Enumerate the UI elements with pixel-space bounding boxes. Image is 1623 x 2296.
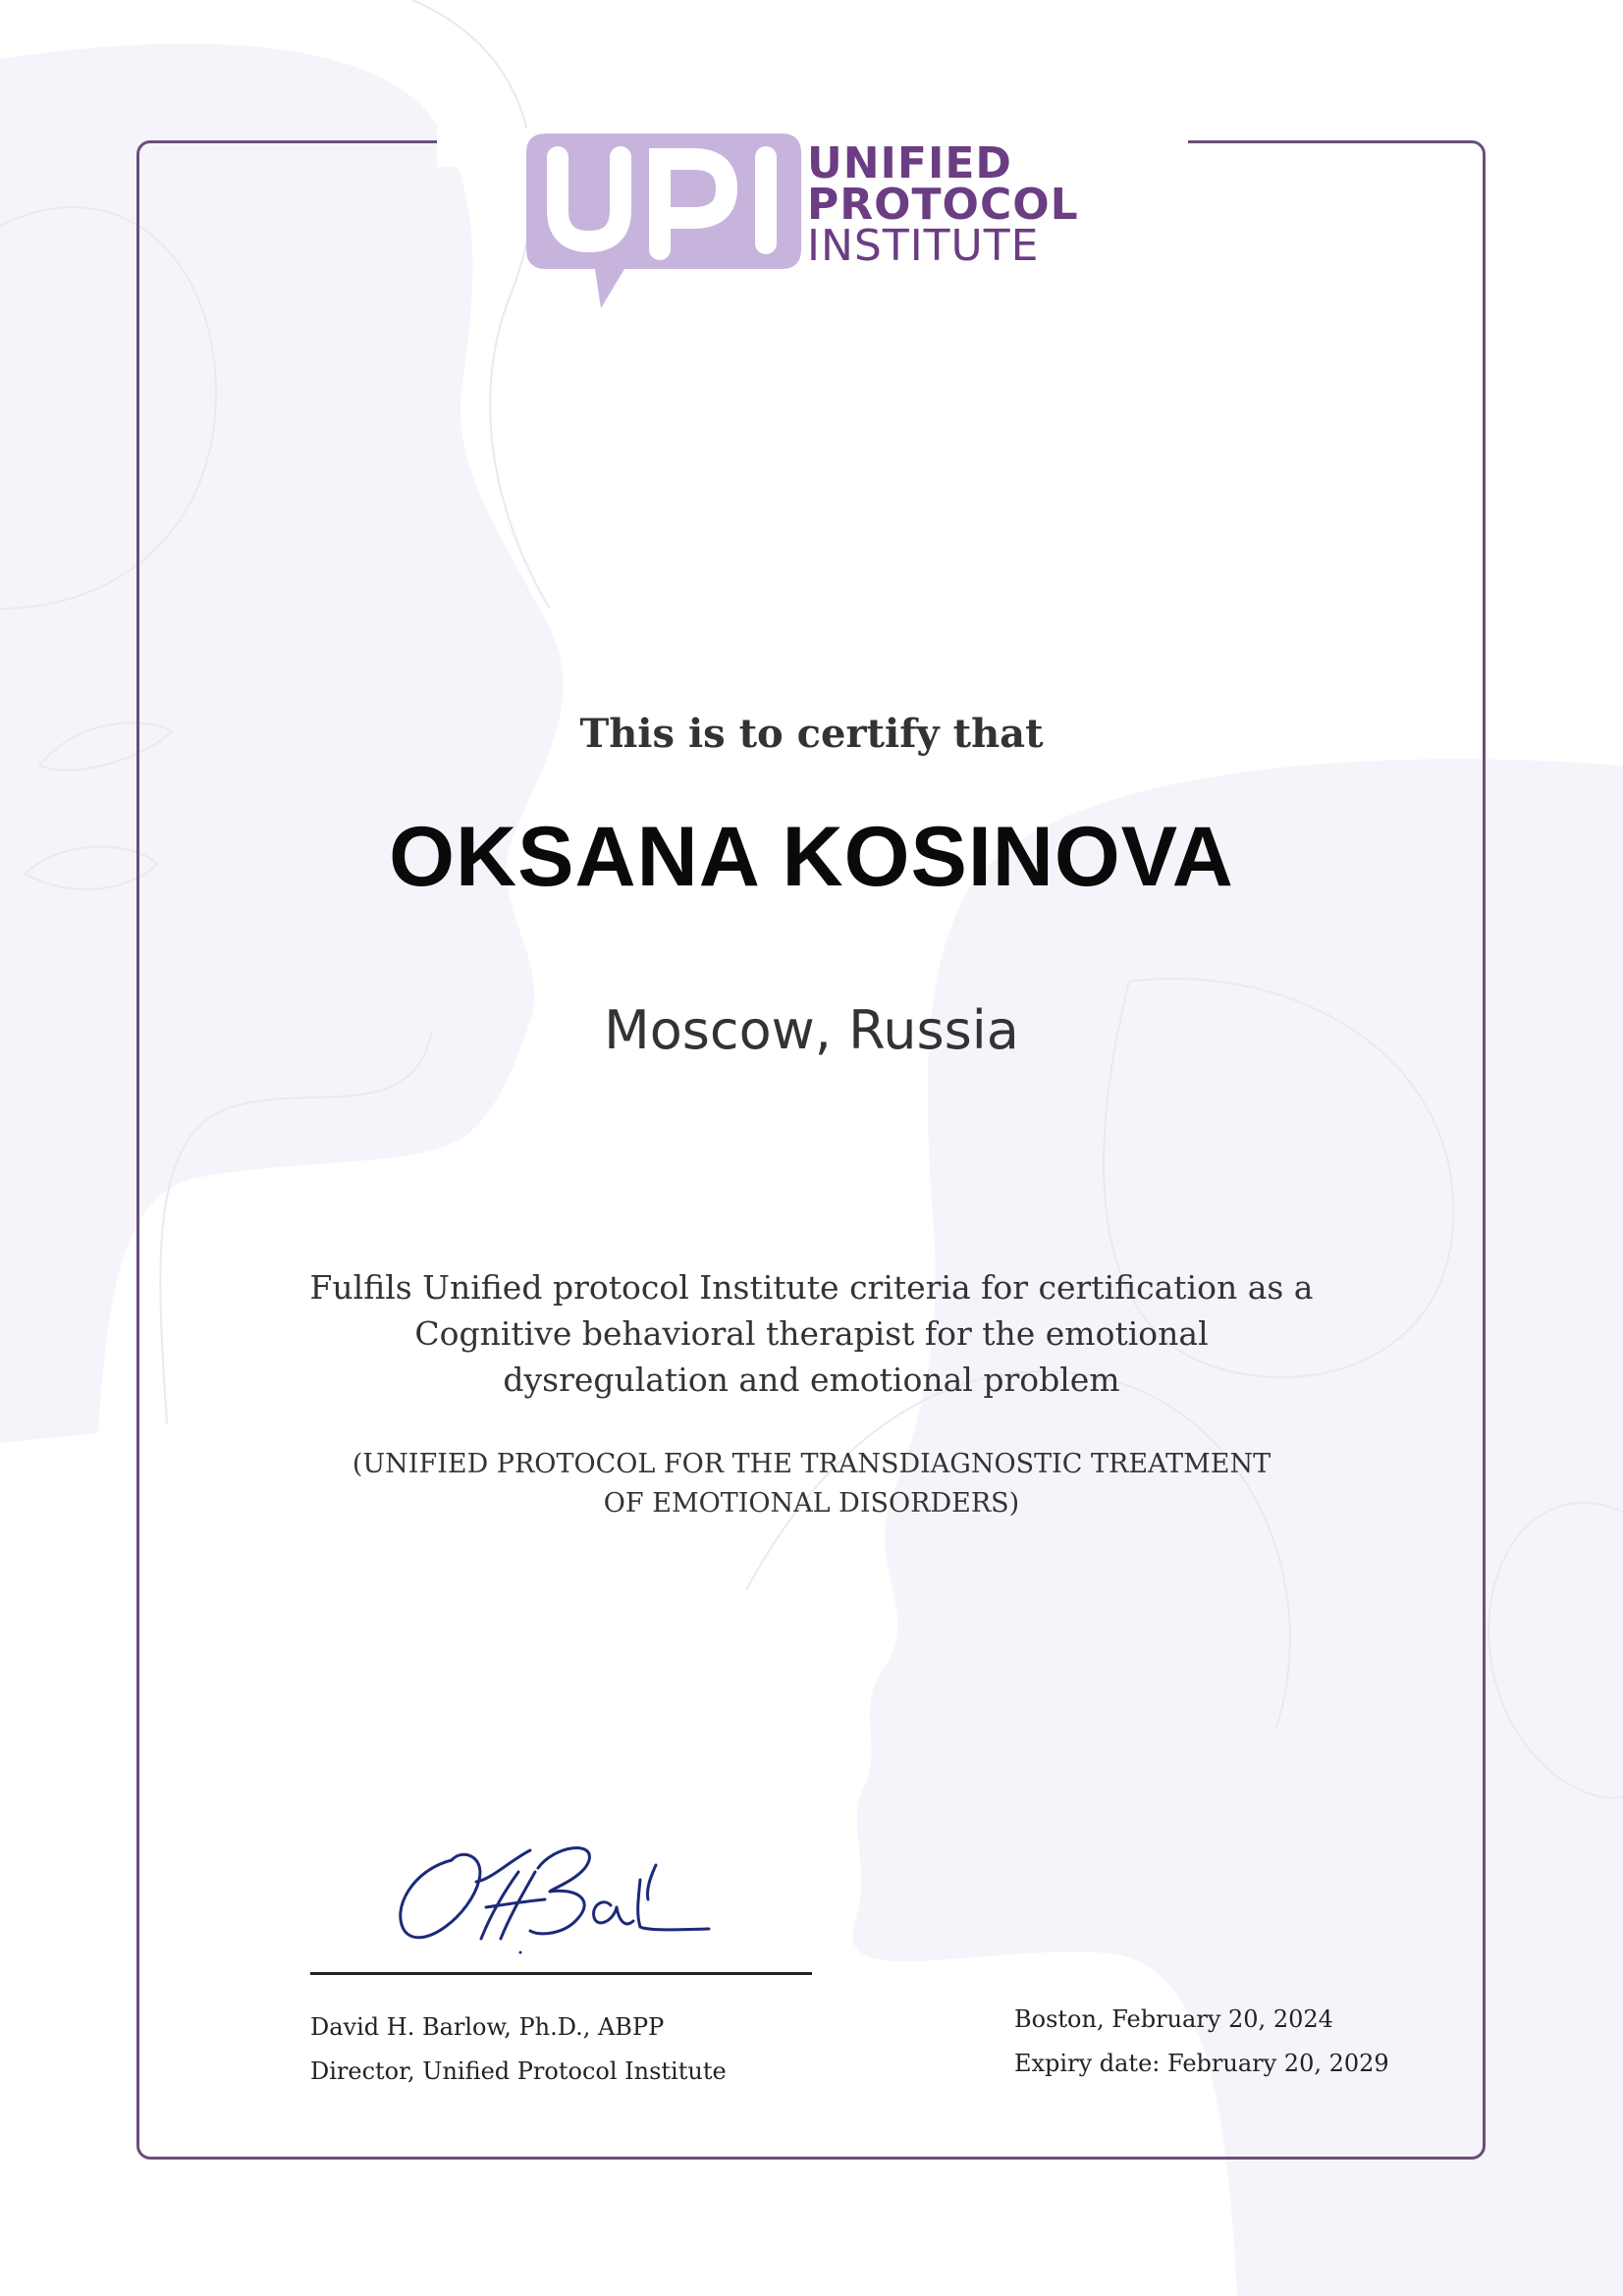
issue-date: Boston, February 20, 2024 [1014,2005,1333,2033]
logo-wordmark [807,138,1079,271]
signatory-block [310,2005,727,2094]
logo-line-unified: UNIFIED [807,138,1012,188]
criteria-line: Fulfils Unified protocol Institute criteria for certification as a [309,1268,1314,1307]
recipient-location: Moscow, Russia [604,999,1019,1061]
certification-criteria [0,1264,1623,1403]
protocol-line: (UNIFIED PROTOCOL FOR THE TRANSDIAGNOSTIC TREATMENT [352,1449,1271,1479]
signatory-title: Director, Unified Protocol Institute [310,2057,727,2085]
expiry-date: Expiry date: February 20, 2029 [1014,2050,1389,2077]
dates-block [1014,1998,1389,2086]
criteria-line: dysregulation and emotional problem [503,1361,1120,1399]
protocol-name [0,1445,1623,1523]
criteria-line: Cognitive behavioral therapist for the emotional [414,1314,1209,1353]
signature-line [310,1972,812,1975]
recipient-name: OKSANA KOSINOVA [389,810,1234,904]
certify-intro: This is to certify that [579,711,1044,757]
protocol-line: OF EMOTIONAL DISORDERS) [603,1488,1020,1519]
logo-line-protocol: PROTOCOL [807,180,1079,230]
logo-line-institute: INSTITUTE [807,221,1040,271]
signatory-name: David H. Barlow, Ph.D., ABPP [310,2013,665,2041]
certificate-frame [136,140,1486,2160]
handwritten-signature [383,1821,736,1958]
